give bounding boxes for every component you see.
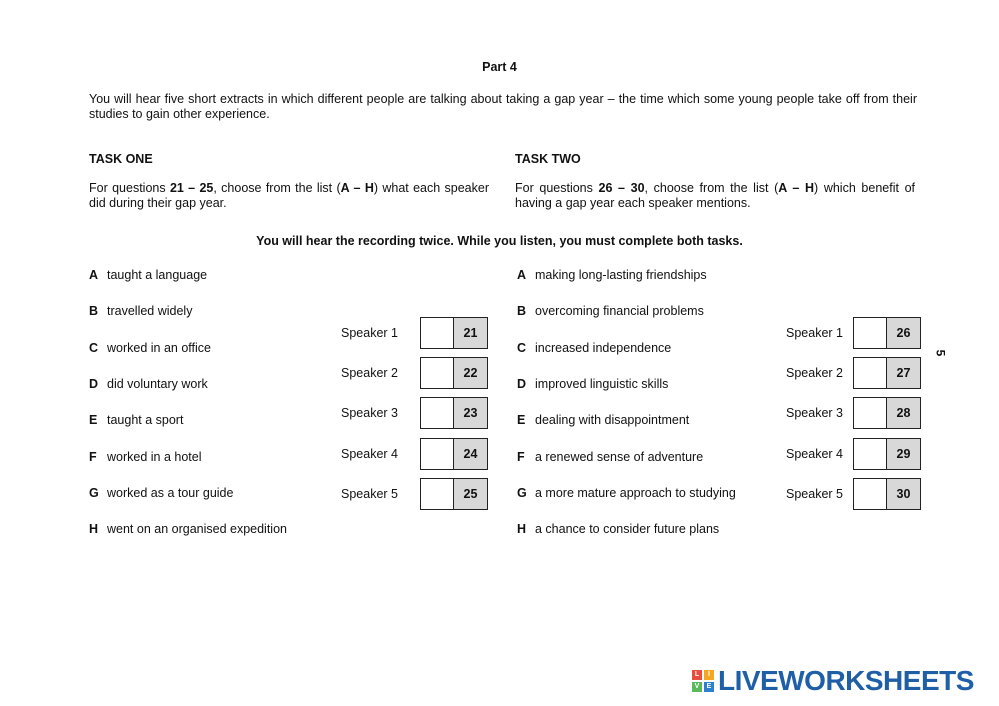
task-two-option: F a renewed sense of adventure <box>517 450 704 464</box>
intro-text: You will hear five short extracts in which different people are talking about taking a gap year – the time which some young people take off from their studies to gain other experience. <box>89 92 917 121</box>
question-number: 25 <box>454 479 487 509</box>
answer-box <box>853 438 921 470</box>
speaker-label: Speaker 4 <box>786 447 843 461</box>
answer-box <box>853 478 921 510</box>
speaker-label: Speaker 4 <box>341 447 398 461</box>
answer-box <box>853 317 921 349</box>
question-number: 23 <box>454 398 487 428</box>
answer-input[interactable] <box>421 439 454 469</box>
question-number: 28 <box>887 398 920 428</box>
recording-note: You will hear the recording twice. While you listen, you must complete both tasks. <box>256 234 743 248</box>
task-two-option: D improved linguistic skills <box>517 377 669 391</box>
question-number: 29 <box>887 439 920 469</box>
task-two-speaker-row <box>786 478 936 510</box>
speaker-label: Speaker 3 <box>786 406 843 420</box>
task-two-option: H a chance to consider future plans <box>517 522 720 536</box>
task-one-speaker-row <box>341 438 491 470</box>
answer-box <box>420 438 488 470</box>
speaker-label: Speaker 1 <box>341 326 398 340</box>
task-two-speaker-row <box>786 317 936 349</box>
answer-input[interactable] <box>854 358 887 388</box>
answer-input[interactable] <box>854 439 887 469</box>
page-number: 5 <box>933 349 948 357</box>
logo-icon: L I V E <box>692 670 714 692</box>
task-one-option: B travelled widely <box>89 304 193 318</box>
answer-box <box>420 317 488 349</box>
liveworksheets-logo <box>692 665 974 696</box>
answer-input[interactable] <box>854 479 887 509</box>
answer-input[interactable] <box>421 479 454 509</box>
task-one-speaker-row <box>341 478 491 510</box>
speaker-label: Speaker 2 <box>341 366 398 380</box>
task-one-option: C worked in an office <box>89 341 211 355</box>
speaker-label: Speaker 5 <box>786 487 843 501</box>
task-two-speaker-row <box>786 357 936 389</box>
question-number: 24 <box>454 439 487 469</box>
task-one-speaker-row <box>341 317 491 349</box>
task-one-heading: TASK ONE <box>89 152 153 166</box>
answer-input[interactable] <box>854 398 887 428</box>
task-one-speaker-row <box>341 397 491 429</box>
answer-box <box>853 357 921 389</box>
question-number: 21 <box>454 318 487 348</box>
task-one-option: F worked in a hotel <box>89 450 202 464</box>
speaker-label: Speaker 2 <box>786 366 843 380</box>
task-one-option: E taught a sport <box>89 413 184 427</box>
answer-input[interactable] <box>421 318 454 348</box>
answer-box <box>420 357 488 389</box>
task-two-option: G a more mature approach to studying <box>517 486 736 500</box>
task-two-option: C increased independence <box>517 341 672 355</box>
task-one-option: D did voluntary work <box>89 377 208 391</box>
task-one-option: H went on an organised expedition <box>89 522 287 536</box>
logo-text: LIVEWORKSHEETS <box>718 665 974 696</box>
task-one-instructions: For questions 21 – 25, choose from the list (A – H) what each speaker did during their gap year. <box>89 181 489 210</box>
question-number: 27 <box>887 358 920 388</box>
answer-input[interactable] <box>421 398 454 428</box>
answer-input[interactable] <box>854 318 887 348</box>
task-one-option: A taught a language <box>89 268 208 282</box>
answer-box <box>420 397 488 429</box>
answer-box <box>420 478 488 510</box>
task-two-option: B overcoming financial problems <box>517 304 704 318</box>
task-two-option: E dealing with disappointment <box>517 413 690 427</box>
task-two-option: A making long-lasting friendships <box>517 268 707 282</box>
answer-box <box>853 397 921 429</box>
speaker-label: Speaker 5 <box>341 487 398 501</box>
task-two-instructions: For questions 26 – 30, choose from the list (A – H) which benefit of having a gap year each speaker mentions. <box>515 181 915 210</box>
speaker-label: Speaker 3 <box>341 406 398 420</box>
question-number: 26 <box>887 318 920 348</box>
task-two-speaker-row <box>786 397 936 429</box>
speaker-label: Speaker 1 <box>786 326 843 340</box>
question-number: 22 <box>454 358 487 388</box>
task-one-option: G worked as a tour guide <box>89 486 234 500</box>
task-one-speaker-row <box>341 357 491 389</box>
question-number: 30 <box>887 479 920 509</box>
answer-input[interactable] <box>421 358 454 388</box>
part-title: Part 4 <box>482 60 517 74</box>
task-two-heading: TASK TWO <box>515 152 581 166</box>
task-two-speaker-row <box>786 438 936 470</box>
